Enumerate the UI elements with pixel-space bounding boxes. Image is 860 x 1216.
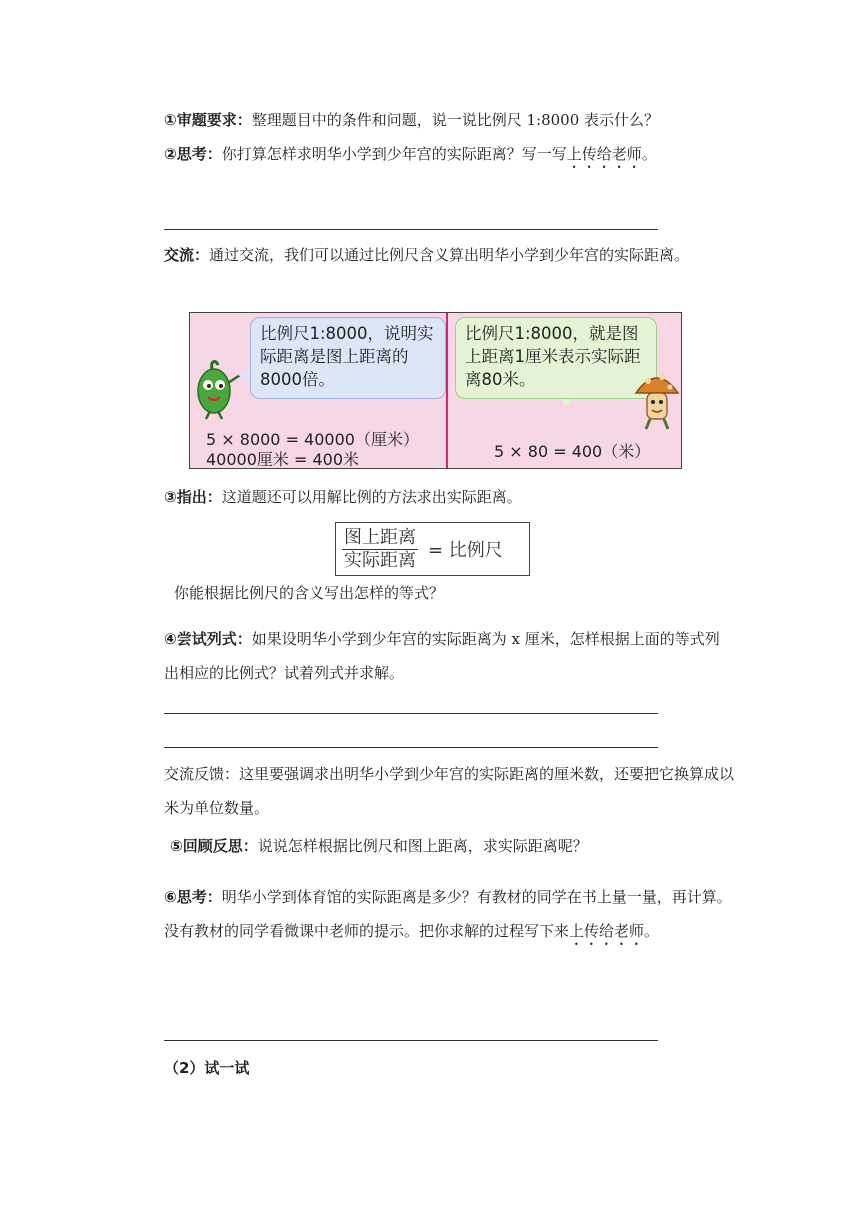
step-2-label: ②思考： xyxy=(164,145,222,163)
step-1-text: 整理题目中的条件和问题，说一说比例尺 1:8000 表示什么？ xyxy=(251,111,660,129)
pepper-character-icon xyxy=(190,353,246,423)
right-speech-bubble: 比例尺1:8000，就是图上距离1厘米表示实际距离80米。 xyxy=(455,317,657,399)
step-5-text: 说说怎样根据比例尺和图上距离，求实际距离呢？ xyxy=(257,837,588,855)
left-calc-line-2: 40000厘米 = 400米 xyxy=(206,450,360,469)
mushroom-character-icon xyxy=(632,365,682,435)
step-3-text: 这道题还可以用解比例的方法求出实际距离。 xyxy=(221,488,522,506)
step-2-end: 。 xyxy=(641,145,657,163)
answer-line-1[interactable] xyxy=(164,229,658,230)
exchange-label: 交流： xyxy=(164,246,210,264)
step-6-text: 明华小学到体育馆的实际距离是多少？有教材的同学在书上量一量，再计算。没有教材的同学看微课中老师的提示。把你求解的过程写下来 xyxy=(164,888,732,940)
step-1 xyxy=(164,103,734,137)
formula-numerator: 图上距离 xyxy=(344,526,416,548)
step-3 xyxy=(164,480,734,514)
right-calc-line: 5 × 80 = 400（米） xyxy=(494,442,651,461)
step-2 xyxy=(164,137,734,172)
step-5-label: ⑤回顾反思： xyxy=(170,837,258,855)
step-6-end: 。 xyxy=(644,922,660,940)
left-speech-bubble: 比例尺1:8000，说明实际距离是图上距离的8000倍。 xyxy=(250,317,446,399)
step-6 xyxy=(164,880,734,949)
formula-box xyxy=(335,522,530,576)
left-calc-line-1: 5 × 8000 = 40000（厘米） xyxy=(206,430,419,449)
formula-fraction xyxy=(342,527,418,572)
step-3-label: ③指出： xyxy=(164,488,222,506)
formula-denominator: 实际距离 xyxy=(344,549,416,571)
step-5 xyxy=(170,829,740,863)
step-2-text: 你打算怎样求明华小学到少年宫的实际距离？写一写 xyxy=(221,145,567,163)
answer-line-3[interactable] xyxy=(164,747,658,748)
section-2-heading: （2）试一试 xyxy=(164,1059,250,1077)
step-6-emphasis: 上传给老师 xyxy=(569,922,645,940)
step-4-text: 如果设明华小学到少年宫的实际距离为 x 厘米，怎样根据上面的等式列出相应的比例式？试着列式并求解。 xyxy=(164,630,720,682)
step-4-label: ④尝试列式： xyxy=(164,630,252,648)
panel-divider xyxy=(446,313,448,468)
question: 你能根据比例尺的含义写出怎样的等式？ xyxy=(174,584,445,602)
exchange xyxy=(164,238,734,272)
answer-line-4[interactable] xyxy=(164,1040,658,1041)
formula-equals: = 比例尺 xyxy=(428,540,503,561)
step-1-label: ①审题要求： xyxy=(164,111,252,129)
step-4 xyxy=(164,622,734,690)
step-6-label: ⑥思考： xyxy=(164,888,222,906)
feedback: 交流反馈：这里要强调求出明华小学到少年宫的实际距离的厘米数，还要把它换算成以米为单位数量。 xyxy=(164,765,735,817)
step-2-emphasis: 上传给老师 xyxy=(566,145,642,163)
exchange-text: 通过交流，我们可以通过比例尺含义算出明华小学到少年宫的实际距离。 xyxy=(209,246,690,264)
illustration-panel xyxy=(189,312,682,469)
answer-line-2[interactable] xyxy=(164,713,658,714)
